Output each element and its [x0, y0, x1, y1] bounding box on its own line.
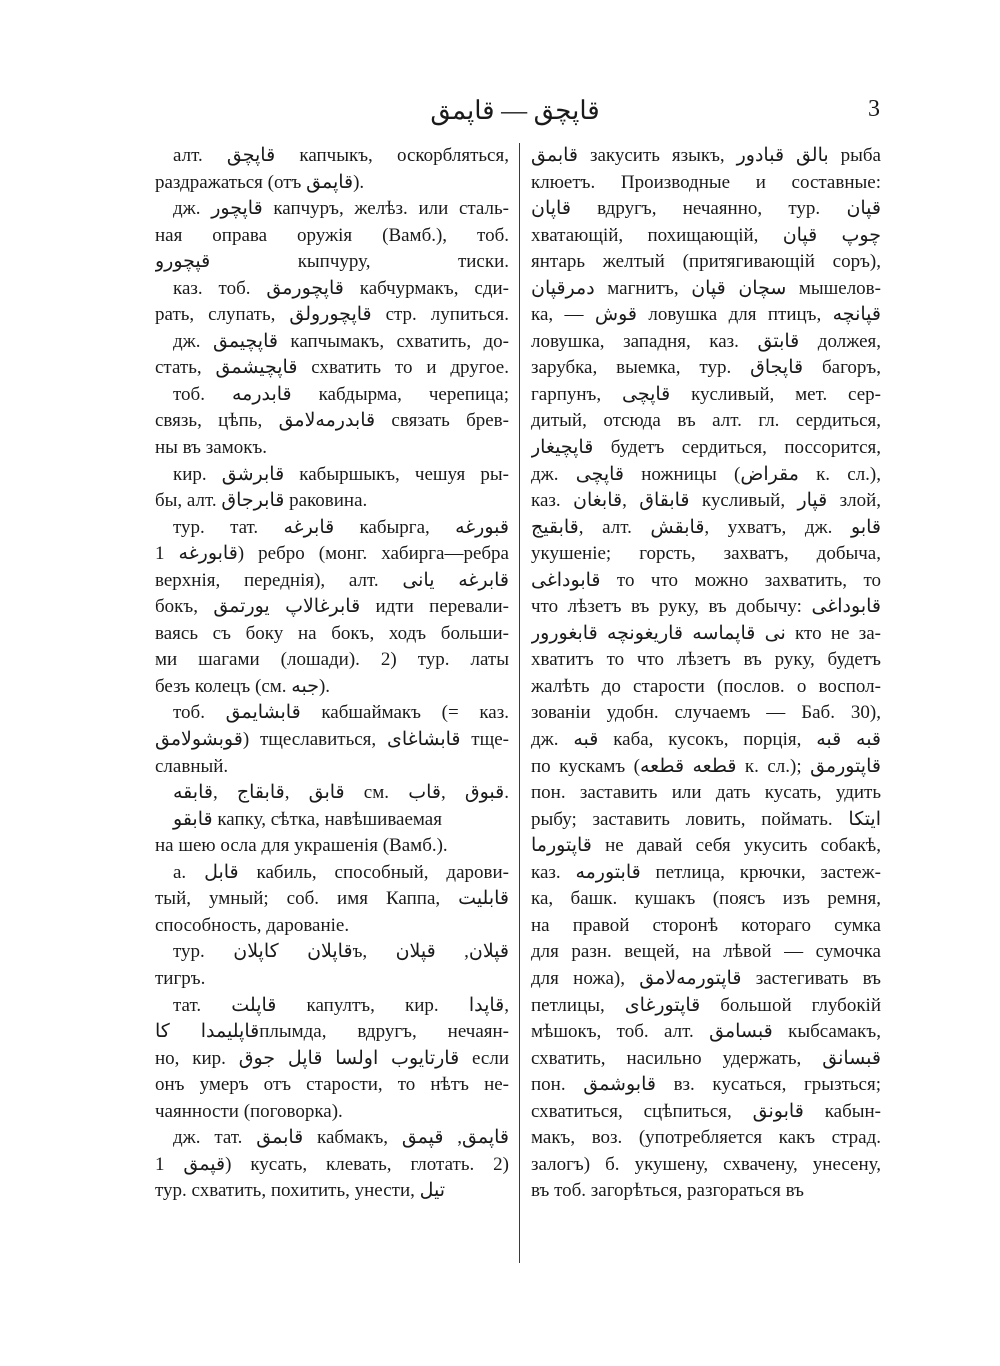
- text-line: на правой сторонѣ котораго сумка: [531, 914, 881, 936]
- text-line: бокъ, قابرغالاپ یورتمق идти перевали-: [155, 596, 509, 618]
- text-line: قابقیج, алт. قابقش, ухватъ, дж. قابو: [531, 516, 881, 538]
- text-line: пон. قابوشمق вз. кусаться, грызться;: [531, 1074, 881, 1096]
- text-line: قوبشولامق) тщеславиться, قابشاغای тще-: [155, 729, 509, 751]
- column-divider: [519, 143, 520, 1263]
- text-line: дж. قاپچی ножницы (مقراض к. сл.),: [531, 463, 881, 485]
- text-line: قاپان вдругъ, нечаянно, тур. قپان: [531, 198, 881, 220]
- text-line: قابقو капку, сѣтка, навѣшиваемая: [173, 808, 442, 830]
- text-line: ны въ замокъ.: [155, 437, 268, 459]
- text-line: схватиться, сцѣпиться, قابونق кабын-: [531, 1100, 881, 1122]
- text-line: петлицы, قاپتورغای большой глубокій: [531, 994, 881, 1016]
- text-line: قابوداغی то что можно захватить, то: [531, 569, 881, 591]
- running-header: [150, 96, 880, 136]
- text-line: зованіи удобн. случаемъ — Баб. 30),: [531, 702, 881, 724]
- text-line: клюетъ. Производные и составные:: [531, 171, 881, 193]
- text-line: дж. قاپچور капчуръ, желѣз. или сталь-: [173, 198, 509, 220]
- text-line: дж. قاپچیمق капчымакъ, схватить, до-: [173, 330, 509, 352]
- text-line: ная оправа оружія (Вамб.), тоб.: [155, 224, 509, 246]
- text-line: алт. قاپچق капчыкъ, оскорбляться,: [173, 145, 509, 166]
- text-line: дж. тат. قابمق кабмакъ, قاپمق, قپمق: [173, 1127, 509, 1149]
- text-line: тат. قاپلت капултъ, кир. قاپدا,: [173, 994, 509, 1016]
- left-column: [155, 143, 509, 1293]
- text-line: قابق ,قابقاج ,قابقه см. قبوق ,قاب.: [173, 782, 509, 804]
- header-headwords: قاپچق — قاپمق: [430, 96, 600, 125]
- text-line: ка, башк. кушакъ (поясъ изъ ремня,: [531, 888, 881, 910]
- text-line: связь, цѣпь, قابدرمه‌لامق связать брев-: [155, 410, 509, 432]
- text-line: рыбу; заставить ловить, поймать. ایتکا: [531, 808, 881, 830]
- text-line: что лѣзетъ въ руку, въ добычу: قابوداغی: [531, 596, 881, 618]
- text-line: тур. тат. قابرغه кабырга, قبورغه: [173, 516, 509, 538]
- text-line: кир. قابرشق кабыршыкъ, чешуя ры-: [173, 463, 509, 485]
- text-line: дж. قبه кабa, кусокъ, порція, قبه قبه: [531, 729, 881, 751]
- text-line: верхнія, переднія), алт. قابرغه یانی: [155, 569, 509, 591]
- page-number: 3: [868, 96, 880, 122]
- text-line: хватитъ то что лѣзетъ въ руку, будетъ: [531, 649, 881, 671]
- text-line: залогъ) б. укушену, схвачену, унесену,: [531, 1153, 881, 1175]
- text-line: قاپلیمدا کاплымда, вдругъ, нечаян-: [155, 1021, 509, 1043]
- text-line: бы, алт. قابرجاق раковина.: [155, 490, 368, 512]
- text-line: укушеніе; горсть, захватъ, добыча,: [531, 543, 881, 565]
- text-line: по кускамъ (قطعه قطعه к. сл.); قاپتورمق: [531, 755, 881, 777]
- text-line: قاپتورما не давай себя укусить собакѣ,: [531, 835, 881, 857]
- text-line: ка, — قوش ловушка для птицъ, قپانچه: [531, 304, 881, 326]
- text-line: хватающій, похищающій, چوپ قپان: [531, 224, 881, 246]
- text-line: тур. схватить, похитить, унести, تیل: [155, 1180, 446, 1202]
- text-line: тигръ.: [155, 967, 206, 989]
- text-line: قابورغه 1) ребро (монг. хабирга—ребра: [155, 543, 509, 565]
- text-line: рать, слупать, قاپچورولق стр. лупиться.: [155, 304, 509, 326]
- text-line: ваясь съ боку на бокъ, ходъ больши-: [155, 622, 509, 644]
- text-line: гарпунъ, قاپچی кусливый, мет. сер-: [531, 383, 881, 405]
- text-line: نی قاپماسه قاریغونچه قابغورور кто не за-: [531, 622, 881, 644]
- text-line: макъ, воз. (употребляется какъ страд.: [531, 1127, 881, 1149]
- text-line: каз. тоб. قاپچورمق кабчурмакъ, сди-: [173, 277, 509, 299]
- text-line: قپچورو кыпчуру, тиски.: [155, 251, 509, 273]
- text-line: раздражаться (отъ قاپمق).: [155, 171, 365, 193]
- text-line: способность, дарованіе.: [155, 914, 350, 936]
- text-line: тый, умный; соб. имя Каппа, قابلیت: [155, 888, 509, 910]
- text-line: ми шагами (лошади). 2) тур. латы: [155, 649, 509, 671]
- text-line: чаянности (поговорка).: [155, 1100, 343, 1122]
- text-line: каз. قابتورمه петлица, крючки, застеж-: [531, 861, 881, 883]
- text-line: схватить, насильно удержать, قبسانق: [531, 1047, 881, 1069]
- text-line: безъ колецъ (см. جبه).: [155, 675, 331, 697]
- text-line: жалѣть до старости (послов. о воспол-: [531, 675, 881, 697]
- text-line: славный.: [155, 755, 229, 777]
- text-line: ловушка, западня, каз. قابتق должея,: [531, 330, 881, 352]
- text-line: для разн. вещей, на лѣвой — сумочка: [531, 941, 881, 963]
- text-line: а. قابل кабиль, способный, дарови-: [173, 861, 509, 883]
- text-line: тур. قاپلان کاپلانъ, قپلان, قپلان: [173, 941, 509, 963]
- right-column: [531, 143, 881, 1293]
- text-line: قاپچیغار будетъ сердиться, поссорится,: [531, 437, 881, 459]
- text-line: мѣшокъ, тоб. алт. قبسامق кыбсамакъ,: [531, 1021, 881, 1043]
- text-line: тоб. قابشایمق кабшаймакъ (= каз.: [173, 702, 509, 724]
- text-line: тоб. قابدرمه кабдырма, черепица;: [173, 383, 509, 405]
- text-line: дитый, отсюда въ алт. гл. сердиться,: [531, 410, 881, 432]
- text-line: пон. заставить или дать кусать, удить: [531, 782, 881, 804]
- text-line: янтарь желтый (притягивающій соръ),: [531, 251, 881, 273]
- text-line: но, кир. قارتایوب اولسا قاپل جوق если: [155, 1047, 509, 1069]
- text-line: въ тоб. загорѣться, разгораться въ: [531, 1180, 804, 1202]
- text-line: قپمق 1) кусать, клевать, глотать. 2): [155, 1153, 509, 1175]
- text-line: каз. قابقاق ,قابغان кусливый, قپار злой,: [531, 490, 881, 512]
- text-line: دمرقپان магнитъ, سچان قپان мышелов-: [531, 277, 881, 299]
- text-line: стать, قاپچیشمق схватить то и другое.: [155, 357, 509, 379]
- text-line: قابمق закусить языкъ, بالق قبادور рыба: [531, 145, 881, 166]
- text-line: для ножа), قاپتورمه‌لامق застегивать въ: [531, 967, 881, 989]
- text-line: зарубка, выемка, тур. قاپجاق багоръ,: [531, 357, 881, 379]
- text-line: на шею осла для украшенія (Вамб.).: [155, 835, 448, 857]
- text-line: онъ умеръ отъ старости, то нѣтъ не-: [155, 1074, 509, 1096]
